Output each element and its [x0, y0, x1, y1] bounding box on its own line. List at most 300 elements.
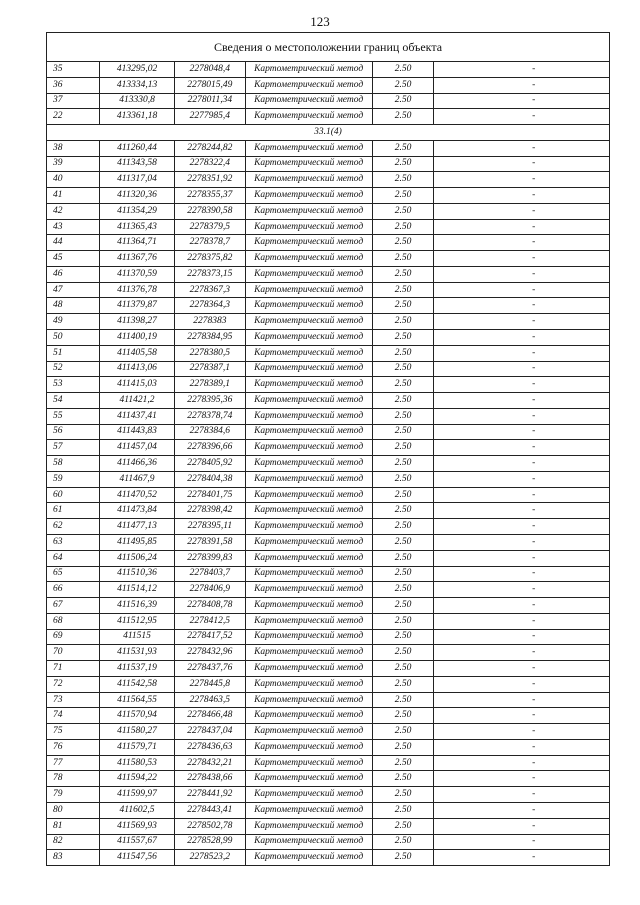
method-cell: Картометрический метод: [245, 203, 372, 219]
table-row: [47, 661, 610, 677]
accuracy-cell: 2.50: [372, 109, 434, 125]
table-row: [47, 471, 610, 487]
method-cell: Картометрический метод: [245, 377, 372, 393]
point-number-cell: 81: [47, 818, 100, 834]
description-cell: -: [434, 645, 610, 661]
method-cell: Картометрический метод: [245, 503, 372, 519]
method-cell: Картометрический метод: [245, 251, 372, 267]
accuracy-cell: 2.50: [372, 219, 434, 235]
y-coordinate-cell: 2278378,7: [175, 235, 246, 251]
x-coordinate-cell: 411437,41: [99, 408, 174, 424]
table-row: [47, 361, 610, 377]
description-cell: -: [434, 109, 610, 125]
description-cell: -: [434, 235, 610, 251]
description-cell: -: [434, 172, 610, 188]
x-coordinate-cell: 411470,52: [99, 487, 174, 503]
table-row: [47, 172, 610, 188]
description-cell: -: [434, 393, 610, 409]
method-cell: Картометрический метод: [245, 629, 372, 645]
y-coordinate-cell: 2278403,7: [175, 566, 246, 582]
y-coordinate-cell: 2278395,11: [175, 519, 246, 535]
boundary-coordinates-table: [46, 32, 610, 866]
point-number-cell: 78: [47, 771, 100, 787]
point-number-cell: 65: [47, 566, 100, 582]
y-coordinate-cell: 2278523,2: [175, 850, 246, 866]
method-cell: Картометрический метод: [245, 140, 372, 156]
method-cell: Картометрический метод: [245, 456, 372, 472]
description-cell: -: [434, 534, 610, 550]
description-cell: -: [434, 471, 610, 487]
accuracy-cell: 2.50: [372, 582, 434, 598]
point-number-cell: 64: [47, 550, 100, 566]
method-cell: Картометрический метод: [245, 219, 372, 235]
accuracy-cell: 2.50: [372, 156, 434, 172]
y-coordinate-cell: 2278436,63: [175, 739, 246, 755]
accuracy-cell: 2.50: [372, 77, 434, 93]
y-coordinate-cell: 2278404,38: [175, 471, 246, 487]
table-row: [47, 440, 610, 456]
description-cell: -: [434, 708, 610, 724]
y-coordinate-cell: 2278048,4: [175, 62, 246, 78]
table-row: [47, 251, 610, 267]
table-row: [47, 692, 610, 708]
accuracy-cell: 2.50: [372, 298, 434, 314]
description-cell: -: [434, 850, 610, 866]
x-coordinate-cell: 411570,94: [99, 708, 174, 724]
accuracy-cell: 2.50: [372, 172, 434, 188]
y-coordinate-cell: 2278408,78: [175, 598, 246, 614]
method-cell: Картометрический метод: [245, 487, 372, 503]
method-cell: Картометрический метод: [245, 534, 372, 550]
point-number-cell: 66: [47, 582, 100, 598]
description-cell: -: [434, 598, 610, 614]
accuracy-cell: 2.50: [372, 203, 434, 219]
accuracy-cell: 2.50: [372, 613, 434, 629]
point-number-cell: 40: [47, 172, 100, 188]
description-cell: -: [434, 613, 610, 629]
description-cell: -: [434, 408, 610, 424]
accuracy-cell: 2.50: [372, 235, 434, 251]
y-coordinate-cell: 2278351,92: [175, 172, 246, 188]
x-coordinate-cell: 411516,39: [99, 598, 174, 614]
accuracy-cell: 2.50: [372, 550, 434, 566]
point-number-cell: 70: [47, 645, 100, 661]
table-row: [47, 203, 610, 219]
y-coordinate-cell: 2278396,66: [175, 440, 246, 456]
description-cell: -: [434, 676, 610, 692]
accuracy-cell: 2.50: [372, 724, 434, 740]
description-cell: -: [434, 282, 610, 298]
method-cell: Картометрический метод: [245, 582, 372, 598]
y-coordinate-cell: 2278463,5: [175, 692, 246, 708]
point-number-cell: 71: [47, 661, 100, 677]
description-cell: -: [434, 345, 610, 361]
x-coordinate-cell: 411376,78: [99, 282, 174, 298]
accuracy-cell: 2.50: [372, 251, 434, 267]
accuracy-cell: 2.50: [372, 645, 434, 661]
point-number-cell: 72: [47, 676, 100, 692]
method-cell: Картометрический метод: [245, 266, 372, 282]
method-cell: Картометрический метод: [245, 440, 372, 456]
method-cell: Картометрический метод: [245, 109, 372, 125]
description-cell: -: [434, 251, 610, 267]
point-number-cell: 60: [47, 487, 100, 503]
accuracy-cell: 2.50: [372, 424, 434, 440]
table-row: [47, 724, 610, 740]
description-cell: -: [434, 771, 610, 787]
table-row: [47, 330, 610, 346]
x-coordinate-cell: 411514,12: [99, 582, 174, 598]
point-number-cell: 62: [47, 519, 100, 535]
point-number-cell: 80: [47, 802, 100, 818]
accuracy-cell: 2.50: [372, 708, 434, 724]
method-cell: Картометрический метод: [245, 156, 372, 172]
table-caption-row: [47, 33, 610, 62]
table-row: [47, 487, 610, 503]
description-cell: -: [434, 802, 610, 818]
y-coordinate-cell: 2278395,36: [175, 393, 246, 409]
x-coordinate-cell: 411457,04: [99, 440, 174, 456]
method-cell: Картометрический метод: [245, 424, 372, 440]
description-cell: -: [434, 566, 610, 582]
x-coordinate-cell: 411537,19: [99, 661, 174, 677]
description-cell: -: [434, 582, 610, 598]
x-coordinate-cell: 411365,43: [99, 219, 174, 235]
x-coordinate-cell: 411542,58: [99, 676, 174, 692]
table-row: [47, 645, 610, 661]
table-row: [47, 377, 610, 393]
x-coordinate-cell: 411413,06: [99, 361, 174, 377]
accuracy-cell: 2.50: [372, 739, 434, 755]
y-coordinate-cell: 2278389,1: [175, 377, 246, 393]
point-number-cell: 44: [47, 235, 100, 251]
x-coordinate-cell: 411569,93: [99, 818, 174, 834]
description-cell: -: [434, 188, 610, 204]
y-coordinate-cell: 2278432,96: [175, 645, 246, 661]
table-row: [47, 676, 610, 692]
point-number-cell: 74: [47, 708, 100, 724]
description-cell: -: [434, 62, 610, 78]
description-cell: -: [434, 424, 610, 440]
x-coordinate-cell: 411547,56: [99, 850, 174, 866]
method-cell: Картометрический метод: [245, 755, 372, 771]
point-number-cell: 36: [47, 77, 100, 93]
section-label: 33.1(4): [47, 125, 610, 141]
x-coordinate-cell: 413295,02: [99, 62, 174, 78]
page-number: 123: [310, 14, 330, 29]
table-row: [47, 282, 610, 298]
accuracy-cell: 2.50: [372, 456, 434, 472]
description-cell: -: [434, 818, 610, 834]
point-number-cell: 59: [47, 471, 100, 487]
method-cell: Картометрический метод: [245, 787, 372, 803]
y-coordinate-cell: 2278322,4: [175, 156, 246, 172]
x-coordinate-cell: 411473,84: [99, 503, 174, 519]
description-cell: -: [434, 140, 610, 156]
description-cell: -: [434, 739, 610, 755]
method-cell: Картометрический метод: [245, 282, 372, 298]
y-coordinate-cell: 2278417,52: [175, 629, 246, 645]
x-coordinate-cell: 411443,83: [99, 424, 174, 440]
method-cell: Картометрический метод: [245, 708, 372, 724]
description-cell: -: [434, 361, 610, 377]
accuracy-cell: 2.50: [372, 361, 434, 377]
table-row: [47, 456, 610, 472]
y-coordinate-cell: 2278437,76: [175, 661, 246, 677]
y-coordinate-cell: 2278405,92: [175, 456, 246, 472]
description-cell: -: [434, 156, 610, 172]
method-cell: Картометрический метод: [245, 676, 372, 692]
description-cell: -: [434, 377, 610, 393]
point-number-cell: 56: [47, 424, 100, 440]
table-caption: Сведения о местоположении границ объекта: [47, 33, 610, 62]
y-coordinate-cell: 2278244,82: [175, 140, 246, 156]
y-coordinate-cell: 2278502,78: [175, 818, 246, 834]
accuracy-cell: 2.50: [372, 93, 434, 109]
description-cell: -: [434, 93, 610, 109]
y-coordinate-cell: 2278011,34: [175, 93, 246, 109]
method-cell: Картометрический метод: [245, 818, 372, 834]
point-number-cell: 63: [47, 534, 100, 550]
point-number-cell: 53: [47, 377, 100, 393]
method-cell: Картометрический метод: [245, 361, 372, 377]
description-cell: -: [434, 519, 610, 535]
point-number-cell: 82: [47, 834, 100, 850]
y-coordinate-cell: 2278373,15: [175, 266, 246, 282]
method-cell: Картометрический метод: [245, 834, 372, 850]
section-row: [47, 125, 610, 141]
description-cell: -: [434, 487, 610, 503]
table-row: [47, 629, 610, 645]
table-row: [47, 850, 610, 866]
table-row: [47, 219, 610, 235]
y-coordinate-cell: 2278398,42: [175, 503, 246, 519]
x-coordinate-cell: 411515: [99, 629, 174, 645]
accuracy-cell: 2.50: [372, 850, 434, 866]
accuracy-cell: 2.50: [372, 661, 434, 677]
table-row: [47, 156, 610, 172]
y-coordinate-cell: 2278432,21: [175, 755, 246, 771]
y-coordinate-cell: 2278378,74: [175, 408, 246, 424]
y-coordinate-cell: 2278380,5: [175, 345, 246, 361]
table-row: [47, 140, 610, 156]
description-cell: -: [434, 219, 610, 235]
y-coordinate-cell: 2278399,83: [175, 550, 246, 566]
x-coordinate-cell: 411594,22: [99, 771, 174, 787]
method-cell: Картометрический метод: [245, 471, 372, 487]
table-row: [47, 109, 610, 125]
y-coordinate-cell: 2277985,4: [175, 109, 246, 125]
point-number-cell: 50: [47, 330, 100, 346]
accuracy-cell: 2.50: [372, 393, 434, 409]
x-coordinate-cell: 411421,2: [99, 393, 174, 409]
table-row: [47, 550, 610, 566]
method-cell: Картометрический метод: [245, 850, 372, 866]
method-cell: Картометрический метод: [245, 314, 372, 330]
description-cell: -: [434, 440, 610, 456]
accuracy-cell: 2.50: [372, 534, 434, 550]
accuracy-cell: 2.50: [372, 314, 434, 330]
method-cell: Картометрический метод: [245, 661, 372, 677]
table-row: [47, 235, 610, 251]
method-cell: Картометрический метод: [245, 598, 372, 614]
point-number-cell: 83: [47, 850, 100, 866]
table-row: [47, 62, 610, 78]
x-coordinate-cell: 411467,9: [99, 471, 174, 487]
method-cell: Картометрический метод: [245, 77, 372, 93]
description-cell: -: [434, 77, 610, 93]
method-cell: Картометрический метод: [245, 771, 372, 787]
method-cell: Картометрический метод: [245, 345, 372, 361]
method-cell: Картометрический метод: [245, 550, 372, 566]
table-row: [47, 613, 610, 629]
table-row: [47, 519, 610, 535]
x-coordinate-cell: 411317,04: [99, 172, 174, 188]
x-coordinate-cell: 411466,36: [99, 456, 174, 472]
method-cell: Картометрический метод: [245, 519, 372, 535]
x-coordinate-cell: 411557,67: [99, 834, 174, 850]
table-row: [47, 345, 610, 361]
description-cell: -: [434, 330, 610, 346]
y-coordinate-cell: 2278384,6: [175, 424, 246, 440]
point-number-cell: 79: [47, 787, 100, 803]
method-cell: Картометрический метод: [245, 298, 372, 314]
description-cell: -: [434, 503, 610, 519]
x-coordinate-cell: 411495,85: [99, 534, 174, 550]
point-number-cell: 75: [47, 724, 100, 740]
table-row: [47, 534, 610, 550]
x-coordinate-cell: 411579,71: [99, 739, 174, 755]
table-row: [47, 802, 610, 818]
x-coordinate-cell: 413334,13: [99, 77, 174, 93]
description-cell: -: [434, 724, 610, 740]
point-number-cell: 38: [47, 140, 100, 156]
table-row: [47, 424, 610, 440]
table-row: [47, 787, 610, 803]
table-row: [47, 598, 610, 614]
accuracy-cell: 2.50: [372, 282, 434, 298]
x-coordinate-cell: 411599,97: [99, 787, 174, 803]
y-coordinate-cell: 2278383: [175, 314, 246, 330]
method-cell: Картометрический метод: [245, 739, 372, 755]
description-cell: -: [434, 298, 610, 314]
method-cell: Картометрический метод: [245, 724, 372, 740]
table-row: [47, 739, 610, 755]
description-cell: -: [434, 314, 610, 330]
y-coordinate-cell: 2278401,75: [175, 487, 246, 503]
table-row: [47, 566, 610, 582]
point-number-cell: 22: [47, 109, 100, 125]
accuracy-cell: 2.50: [372, 408, 434, 424]
table-row: [47, 818, 610, 834]
y-coordinate-cell: 2278438,66: [175, 771, 246, 787]
point-number-cell: 76: [47, 739, 100, 755]
method-cell: Картометрический метод: [245, 802, 372, 818]
accuracy-cell: 2.50: [372, 377, 434, 393]
point-number-cell: 37: [47, 93, 100, 109]
description-cell: -: [434, 456, 610, 472]
method-cell: Картометрический метод: [245, 645, 372, 661]
table-row: [47, 755, 610, 771]
point-number-cell: 43: [47, 219, 100, 235]
x-coordinate-cell: 411400,19: [99, 330, 174, 346]
accuracy-cell: 2.50: [372, 802, 434, 818]
method-cell: Картометрический метод: [245, 330, 372, 346]
accuracy-cell: 2.50: [372, 330, 434, 346]
x-coordinate-cell: 411405,58: [99, 345, 174, 361]
point-number-cell: 45: [47, 251, 100, 267]
y-coordinate-cell: 2278406,9: [175, 582, 246, 598]
point-number-cell: 57: [47, 440, 100, 456]
table-row: [47, 77, 610, 93]
method-cell: Картометрический метод: [245, 613, 372, 629]
x-coordinate-cell: 411477,13: [99, 519, 174, 535]
accuracy-cell: 2.50: [372, 629, 434, 645]
table-row: [47, 314, 610, 330]
table-row: [47, 298, 610, 314]
accuracy-cell: 2.50: [372, 487, 434, 503]
accuracy-cell: 2.50: [372, 566, 434, 582]
method-cell: Картометрический метод: [245, 393, 372, 409]
y-coordinate-cell: 2278391,58: [175, 534, 246, 550]
accuracy-cell: 2.50: [372, 519, 434, 535]
y-coordinate-cell: 2278443,41: [175, 802, 246, 818]
table-row: [47, 93, 610, 109]
table-row: [47, 408, 610, 424]
method-cell: Картометрический метод: [245, 93, 372, 109]
method-cell: Картометрический метод: [245, 62, 372, 78]
accuracy-cell: 2.50: [372, 188, 434, 204]
point-number-cell: 41: [47, 188, 100, 204]
x-coordinate-cell: 411364,71: [99, 235, 174, 251]
x-coordinate-cell: 411260,44: [99, 140, 174, 156]
accuracy-cell: 2.50: [372, 266, 434, 282]
accuracy-cell: 2.50: [372, 818, 434, 834]
x-coordinate-cell: 411531,93: [99, 645, 174, 661]
table-row: [47, 188, 610, 204]
y-coordinate-cell: 2278466,48: [175, 708, 246, 724]
method-cell: Картометрический метод: [245, 566, 372, 582]
y-coordinate-cell: 2278441,92: [175, 787, 246, 803]
x-coordinate-cell: 411415,03: [99, 377, 174, 393]
method-cell: Картометрический метод: [245, 188, 372, 204]
accuracy-cell: 2.50: [372, 755, 434, 771]
description-cell: -: [434, 834, 610, 850]
x-coordinate-cell: 411354,29: [99, 203, 174, 219]
accuracy-cell: 2.50: [372, 503, 434, 519]
y-coordinate-cell: 2278367,3: [175, 282, 246, 298]
point-number-cell: 39: [47, 156, 100, 172]
table-row: [47, 582, 610, 598]
x-coordinate-cell: 411379,87: [99, 298, 174, 314]
point-number-cell: 51: [47, 345, 100, 361]
accuracy-cell: 2.50: [372, 787, 434, 803]
x-coordinate-cell: 411512,95: [99, 613, 174, 629]
method-cell: Картометрический метод: [245, 172, 372, 188]
x-coordinate-cell: 411343,58: [99, 156, 174, 172]
description-cell: -: [434, 266, 610, 282]
y-coordinate-cell: 2278387,1: [175, 361, 246, 377]
point-number-cell: 77: [47, 755, 100, 771]
accuracy-cell: 2.50: [372, 771, 434, 787]
accuracy-cell: 2.50: [372, 62, 434, 78]
description-cell: -: [434, 755, 610, 771]
table-row: [47, 266, 610, 282]
y-coordinate-cell: 2278364,3: [175, 298, 246, 314]
x-coordinate-cell: 411320,36: [99, 188, 174, 204]
x-coordinate-cell: 411580,27: [99, 724, 174, 740]
table-row: [47, 503, 610, 519]
